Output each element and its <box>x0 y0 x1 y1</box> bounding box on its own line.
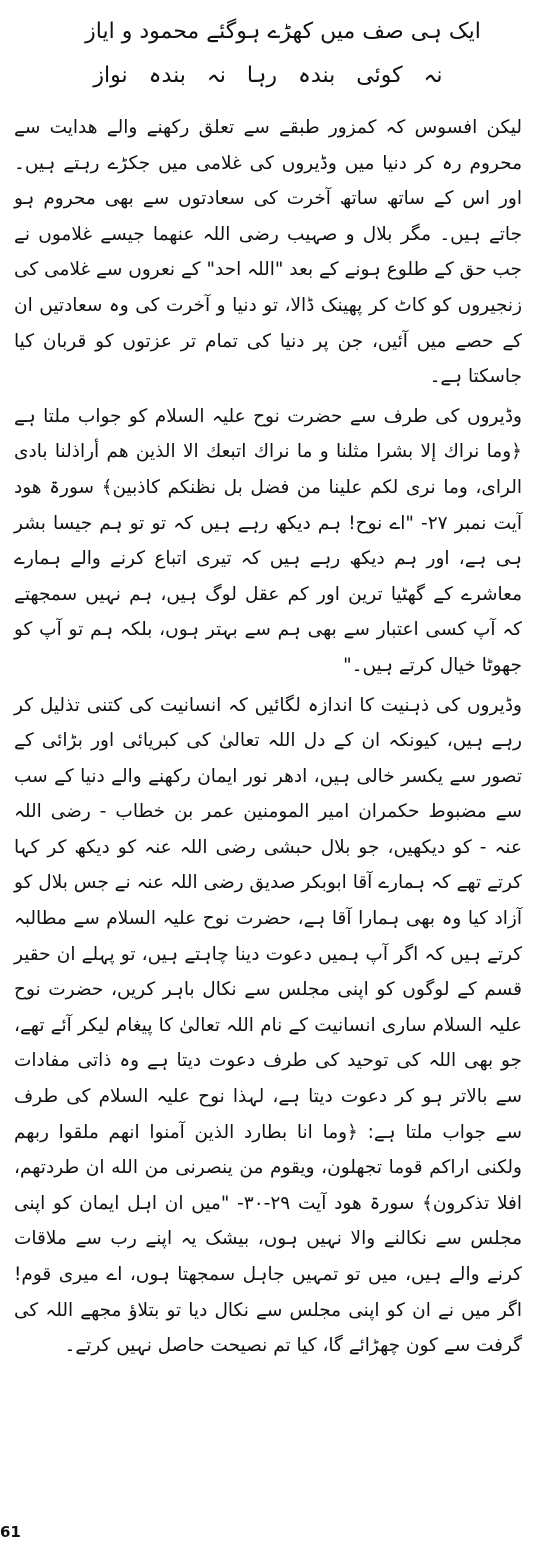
paragraph-2: وڈیروں کی طرف سے حضرت نوح علیہ السلام کو جواب ملتا ہے ﴿وما نراك إلا بشرا مثلنا و ما نراك اتبعك الا الذين هم أراذلنا بادى الراى، وما نرى لكم علينا من فضل بل نظنكم كاذبين﴾ سورۃ ھود آیت نمبر ۲۷- "اے نوح! ہم دیکھ رہے ہیں کہ تو تو ہم جیسا بشر ہی ہے، اور ہم دیکھ رہے ہیں کہ تیری اتباع کرنے والے ہمارے معاشرے کے گھٹیا ترین اور کم عقل لوگ ہیں، ہم نہیں سمجھتے کہ آپ کسی اعتبار سے بھی ہم سے بہتر ہوں، بلکہ ہم تو آپ کو جھوٹا خیال کرتے ہیں۔" <box>14 405 522 676</box>
verse-line-1: ایک ہی صف میں کھڑے ہوگئے محمود و ایاز <box>85 19 481 44</box>
page-number: 61 <box>0 1523 21 1541</box>
paragraph-3: وڈیروں کی ذہنیت کا اندازہ لگائیں کہ انسانیت کی کتنی تذلیل کر رہے ہیں، کیونکہ ان کے دل اللہ تعالیٰ کی کبریائی اور بڑائی کے تصور سے یکسر خالی ہیں، ادھر نور ایمان رکھنے والے دنیا کے سب سے مضبوط حکمران امیر المومنین عمر بن خطاب - رضی اللہ عنہ - کو دیکھیں، جو بلال حبشی رضی اللہ عنہ کو دیکھ کر کہا کرتے تھے کہ ہمارے آقا ابوبکر صدیق رضی اللہ عنہ نے جس بلال کو آزاد کیا وہ بھی ہمارا آقا ہے، حضرت نوح علیہ السلام سے مطالبہ کرتے ہیں کہ اگر آپ ہمیں دعوت دینا چاہتے ہیں، تو پہلے ان حقیر قسم کے لوگوں کو اپنی مجلس سے نکال باہر کریں، حضرت نوح علیہ السلام ساری انسانیت کے نام اللہ تعالیٰ کا پیغام لیکر آئے تھے، جو بھی اللہ کی توحید کی طرف دعوت دیتا ہے وہ ذاتی مفادات سے بالاتر ہو کر دعوت دیتا ہے، لہذا نوح علیہ السلام کی طرف سے جواب ملتا ہے: ﴿وما انا بطارد الذين آمنوا انهم ملقوا ربهم ولكنى اراكم قوما تجهلون، ويقوم من ينصرنى من الله ان طردتهم، افلا تذكرون﴾ سورۃ ھود آیت ۲۹-۳۰- "میں ان اہل ایمان کو اپنی مجلس سے نکالنے والا نہیں ہوں، بیشک یہ اپنے رب سے ملاقات کرنے والے ہیں، میں تو تمہیں جاہل سمجھتا ہوں، اے میری قوم! اگر میں نے ان کو اپنی مجلس سے نکال دیا تو بتلاؤ مجھے اللہ کی گرفت سے کون چھڑائے گا، کیا تم نصیحت حاصل نہیں کرتے۔ <box>14 694 523 1357</box>
paragraph-1: لیکن افسوس کہ کمزور طبقے سے تعلق رکھنے والے ھدایت سے محروم رہ کر دنیا میں وڈیروں کی غلامی میں جکڑے رہتے ہیں۔ اور اس کے ساتھ ساتھ آخرت کی سعادتوں سے بھی محروم ہو جاتے ہیں۔ مگر بلال و صہیب رضی اللہ عنھما جیسے غلاموں نے جب حق کے طلوع ہونے کے بعد "اللہ احد" کے نعروں سے غلامی کی زنجیروں کو کاٹ کر پھینک ڈالا، تو دنیا و آخرت کی وہ سعادتیں ان کے حصے میں آئیں، جن پر دنیا کی تمام تر عزتوں کو قربان کیا جاسکتا ہے۔ <box>14 117 522 388</box>
verse-line-2: نہ کوئی بندہ رہا نہ بندہ نواز <box>93 63 443 88</box>
